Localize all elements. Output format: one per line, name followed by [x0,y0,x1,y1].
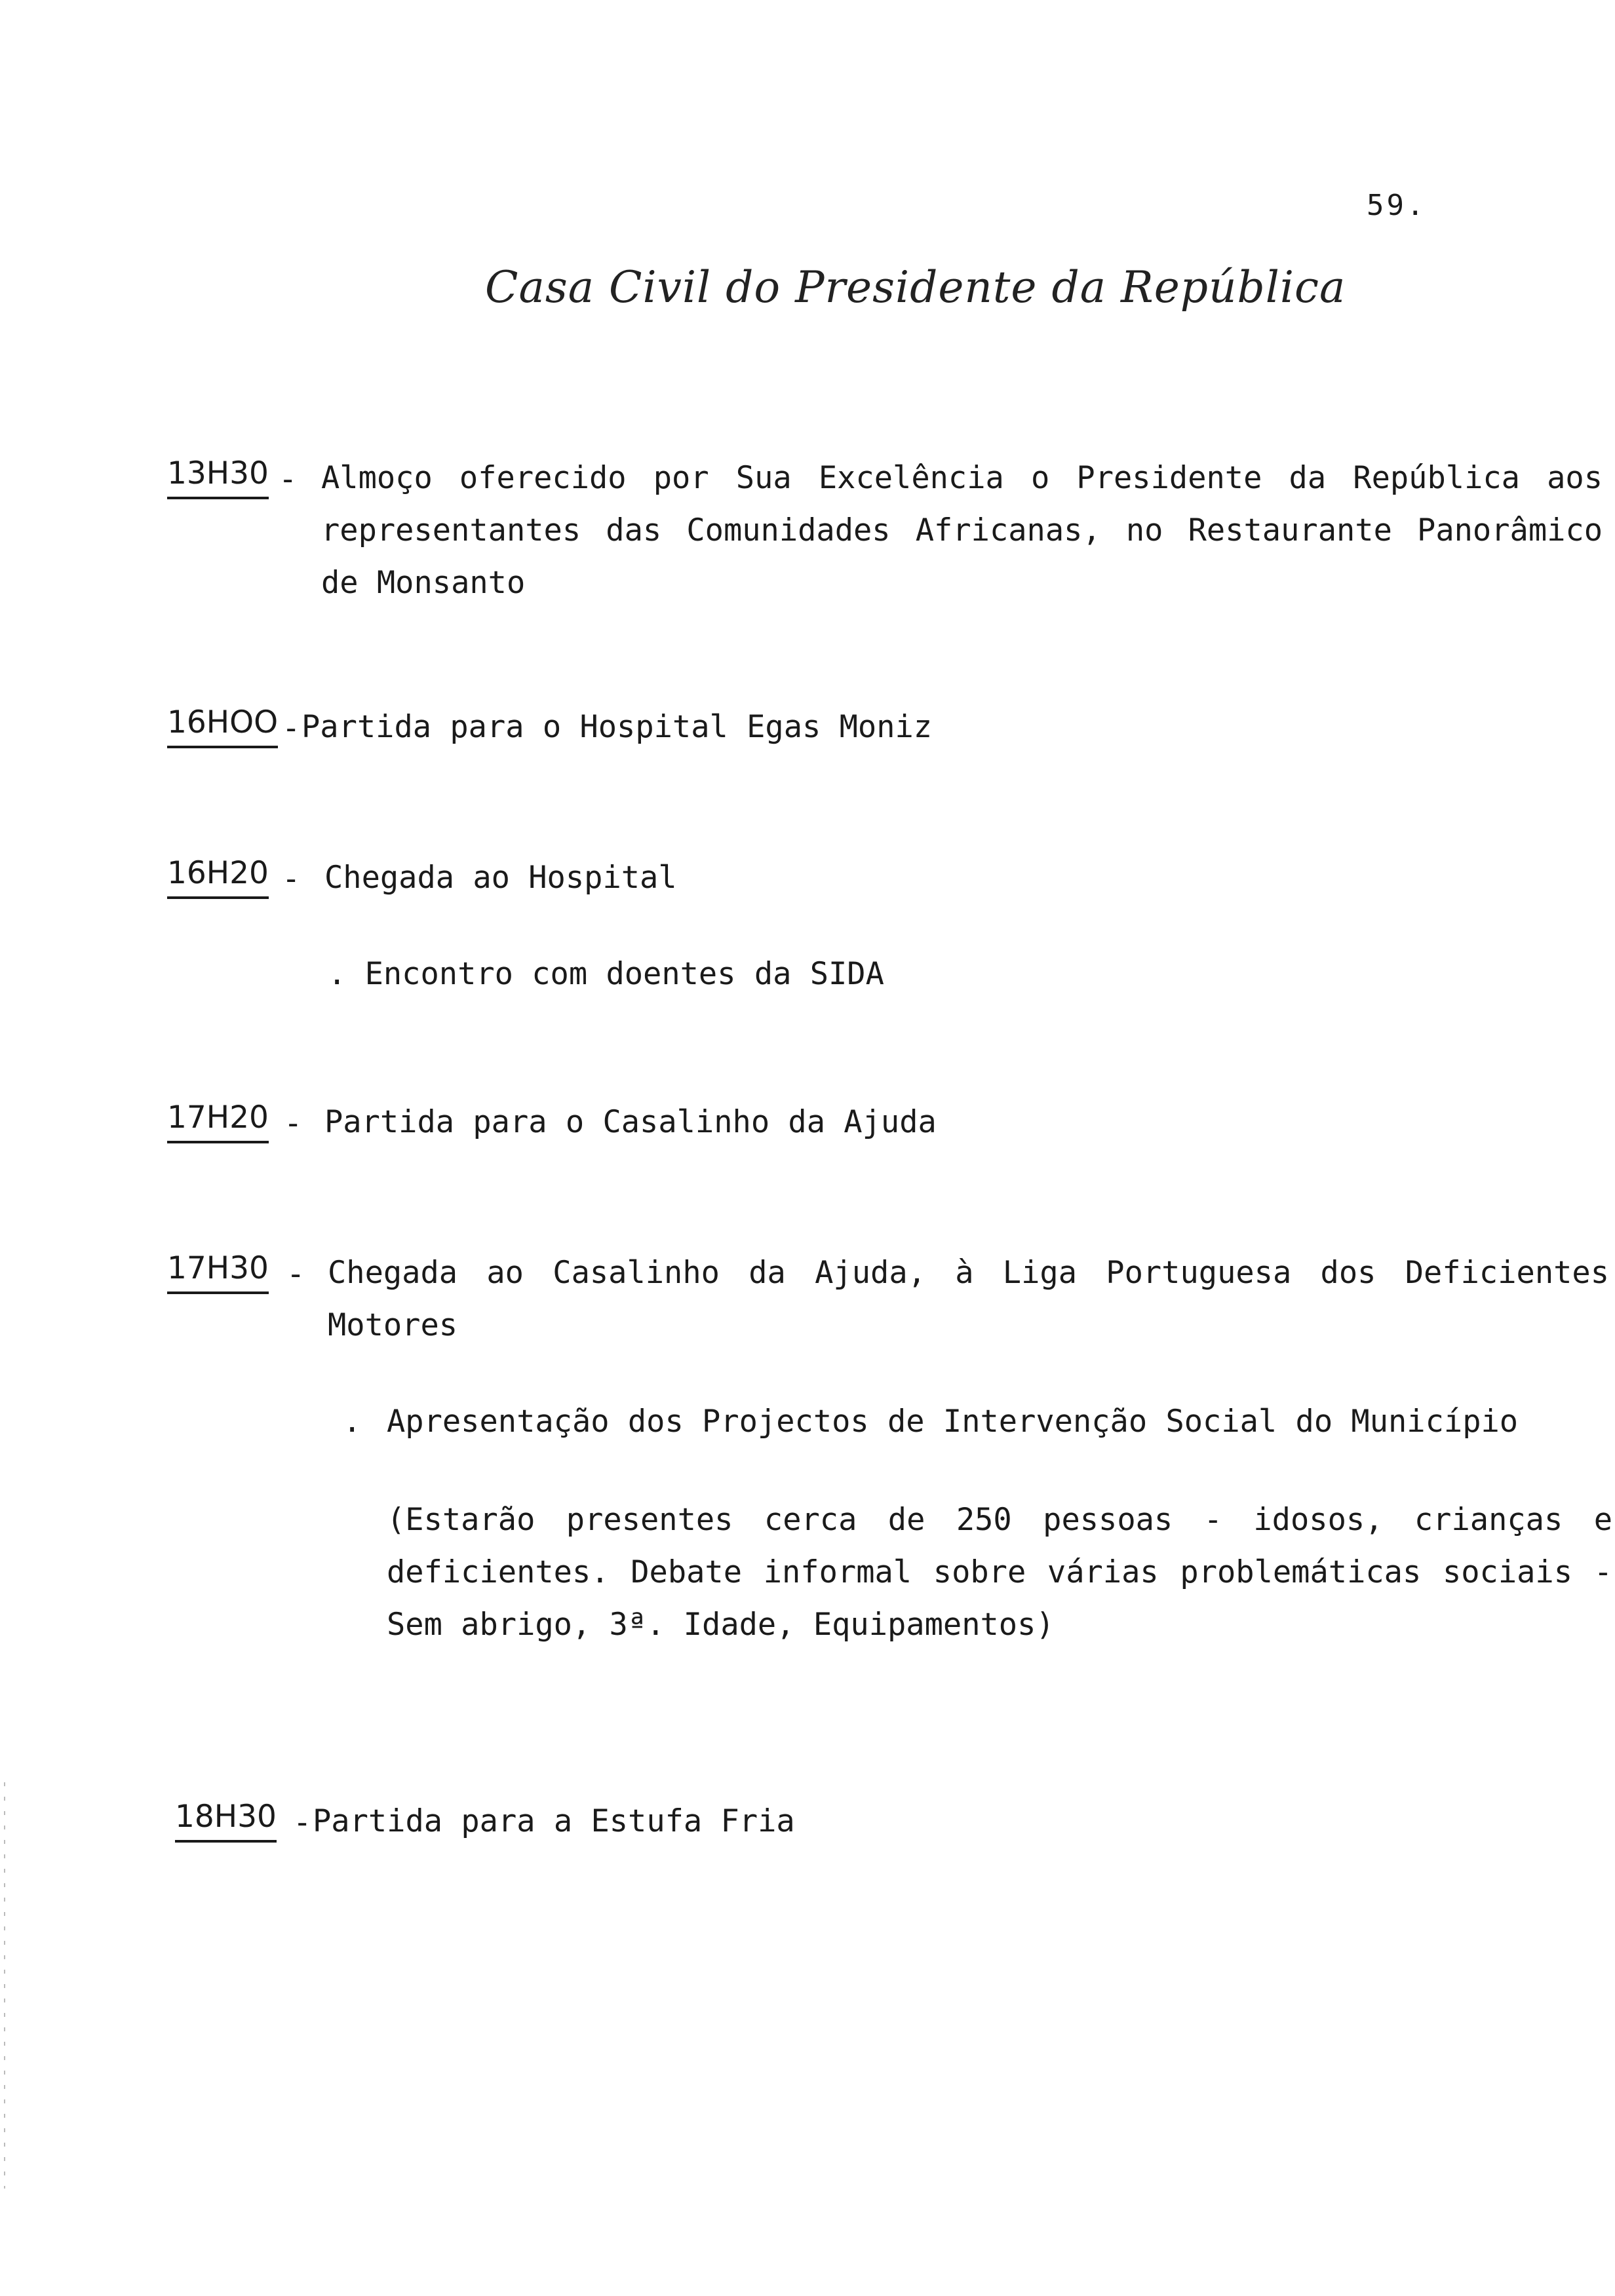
entry-text: Chegada ao Hospital [324,860,677,896]
entry-time: 18H30 [175,1797,277,1843]
entry-text: Partida para o Casalinho da Ajuda [324,1104,937,1140]
entry-dash: - [279,461,298,497]
entry-time: 16H20 [167,853,269,899]
entry-text: Almoço oferecido por Sua Excelência o Presidente da República aos representantes das Comunidades Africanas, no Restaurante Panorâmico de Monsanto [321,460,1603,601]
entry-dash: - [286,1256,305,1292]
letterhead: Casa Civil do Presidente da República [485,262,1346,313]
entry-dash: - [293,1805,312,1841]
entry-bullet-note: (Estarão presentes cerca de 250 pessoas - idosos, crianças e deficientes. Debate informal sobre várias problemáticas sociais - Sem abrigo, 3ª. Idade, Equipamentos) [387,1502,1612,1643]
entry-text: Partida para a Estufa Fria [313,1803,795,1839]
entry-bullet: Apresentação dos Projectos de Intervenção Social do Município [387,1404,1519,1440]
entry-bullet: . Encontro com doentes da SIDA [328,956,884,992]
entry-time: 17H30 [167,1248,269,1294]
entry-bullet-marker: . [343,1404,362,1440]
entry-dash: - [282,861,301,897]
scan-edge-mark [4,1782,5,2189]
entry-dash: - [284,1105,303,1141]
entry-dash: - [282,710,301,746]
entry-text: Partida para o Hospital Egas Moniz [302,709,933,745]
entry-time: 16HOO [167,702,278,748]
entry-text: Chegada ao Casalinho da Ajuda, à Liga Portuguesa dos Deficientes Motores [328,1255,1609,1343]
entry-time: 17H20 [167,1098,269,1143]
entry-time: 13H30 [167,453,269,499]
page-number: 59. [1367,189,1427,222]
